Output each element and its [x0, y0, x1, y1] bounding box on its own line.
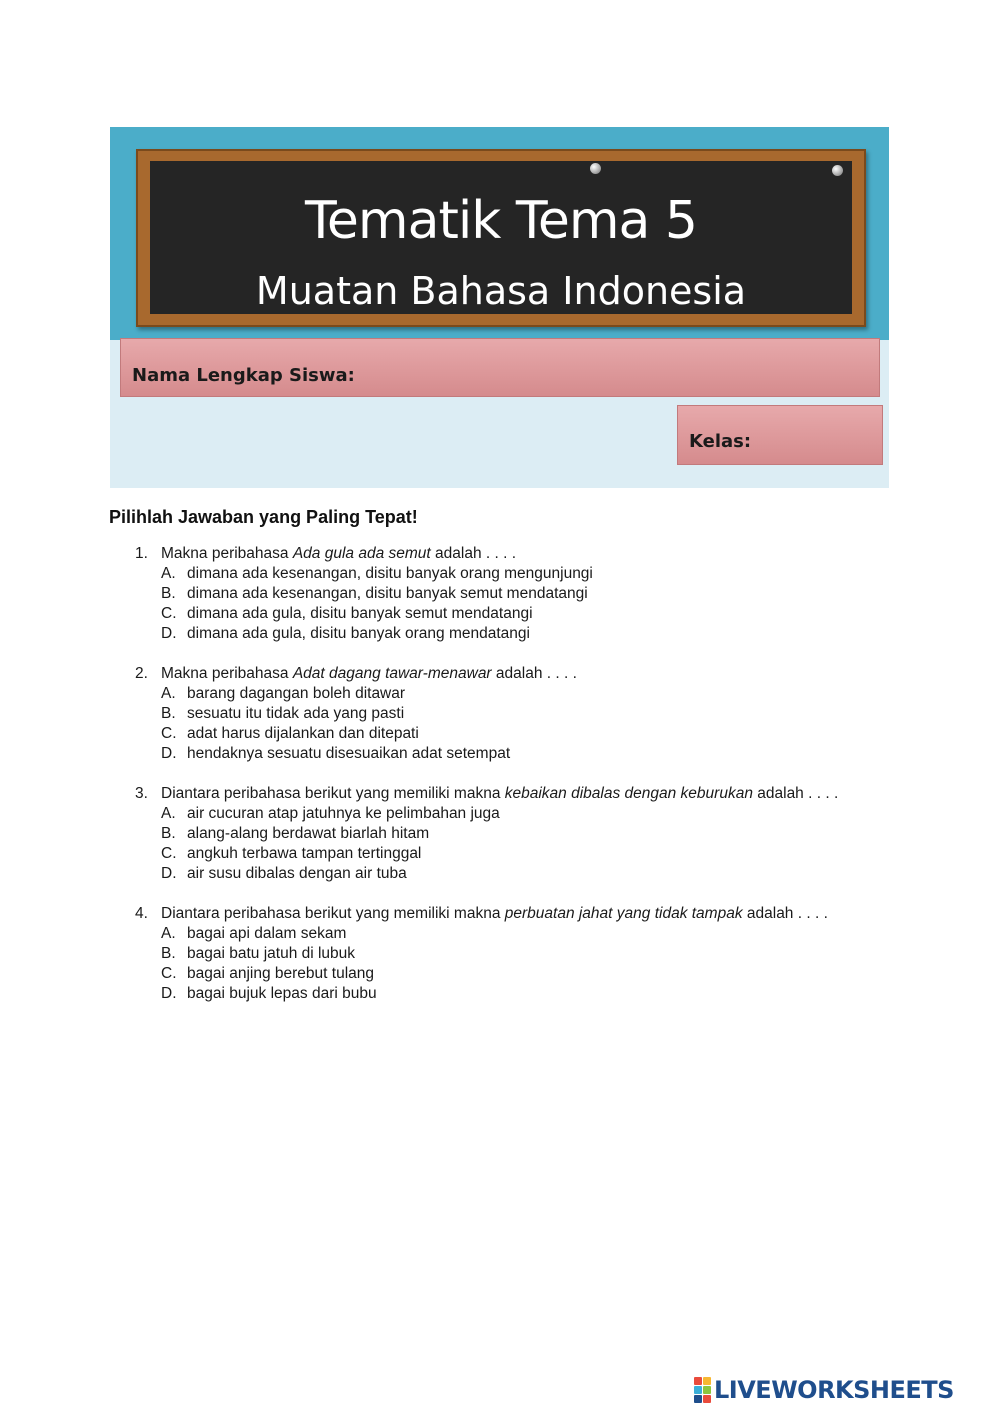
chalkboard-frame — [136, 149, 866, 327]
question-text: Makna peribahasa Adat dagang tawar-menawar adalah . . . . — [161, 665, 577, 682]
logo-square — [694, 1395, 702, 1403]
student-name-label: Nama Lengkap Siswa: — [132, 365, 355, 386]
question-number: 1. — [135, 545, 148, 562]
logo-square — [703, 1395, 711, 1403]
answer-option[interactable]: B. dimana ada kesenangan, disitu banyak semut mendatangi — [161, 585, 588, 602]
answer-option[interactable]: A. dimana ada kesenangan, disitu banyak orang mengunjungi — [161, 565, 593, 582]
answer-option[interactable]: A. bagai api dalam sekam — [161, 925, 347, 942]
answer-option[interactable]: C. dimana ada gula, disitu banyak semut mendatangi — [161, 605, 533, 622]
page-title: Tematik Tema 5 — [305, 191, 697, 251]
liveworksheets-logo-icon — [694, 1377, 711, 1403]
question-number: 3. — [135, 785, 148, 802]
answer-option[interactable]: D. air susu dibalas dengan air tuba — [161, 865, 407, 882]
answer-option[interactable]: C. adat harus dijalankan dan ditepati — [161, 725, 419, 742]
logo-square — [694, 1386, 702, 1394]
question-2 — [135, 664, 855, 764]
question-number: 4. — [135, 905, 148, 922]
answer-option[interactable]: D. hendaknya sesuatu disesuaikan adat setempat — [161, 745, 511, 762]
liveworksheets-logo[interactable] — [694, 1377, 954, 1403]
pin-icon — [832, 165, 843, 176]
logo-square — [694, 1377, 702, 1385]
answer-option[interactable]: B. sesuatu itu tidak ada yang pasti — [161, 705, 405, 722]
student-name-field[interactable] — [120, 338, 880, 397]
class-label: Kelas: — [689, 431, 752, 452]
answer-option[interactable]: A. air cucuran atap jatuhnya ke pelimbahan juga — [161, 805, 500, 822]
question-text: Makna peribahasa Ada gula ada semut adalah . . . . — [161, 545, 517, 562]
question-3 — [135, 784, 855, 884]
answer-option[interactable]: C. bagai anjing berebut tulang — [161, 965, 375, 982]
answer-option[interactable]: B. alang-alang berdawat biarlah hitam — [161, 825, 430, 842]
question-list — [135, 544, 855, 1024]
logo-square — [703, 1377, 711, 1385]
worksheet-header — [110, 127, 889, 488]
header-banner — [110, 127, 889, 340]
answer-option[interactable]: B. bagai batu jatuh di lubuk — [161, 945, 356, 962]
page-subtitle: Muatan Bahasa Indonesia — [255, 269, 747, 313]
answer-option[interactable]: D. dimana ada gula, disitu banyak orang mendatangi — [161, 625, 530, 642]
pin-icon — [590, 163, 601, 174]
logo-square — [703, 1386, 711, 1394]
brand-name: LIVEWORKSHEETS — [714, 1376, 954, 1404]
question-4 — [135, 904, 855, 1004]
chalkboard — [150, 161, 852, 314]
question-text: Diantara peribahasa berikut yang memiliki makna kebaikan dibalas dengan keburukan adalah . . . . — [161, 785, 839, 802]
question-text: Diantara peribahasa berikut yang memiliki makna perbuatan jahat yang tidak tampak adalah . . . . — [161, 905, 828, 922]
answer-option[interactable]: A. barang dagangan boleh ditawar — [161, 685, 406, 702]
answer-option[interactable]: D. bagai bujuk lepas dari bubu — [161, 985, 377, 1002]
answer-option[interactable]: C. angkuh terbawa tampan tertinggal — [161, 845, 422, 862]
instruction-heading: Pilihlah Jawaban yang Paling Tepat! — [109, 507, 418, 527]
question-1 — [135, 544, 855, 644]
question-number: 2. — [135, 665, 148, 682]
class-field[interactable] — [677, 405, 883, 465]
